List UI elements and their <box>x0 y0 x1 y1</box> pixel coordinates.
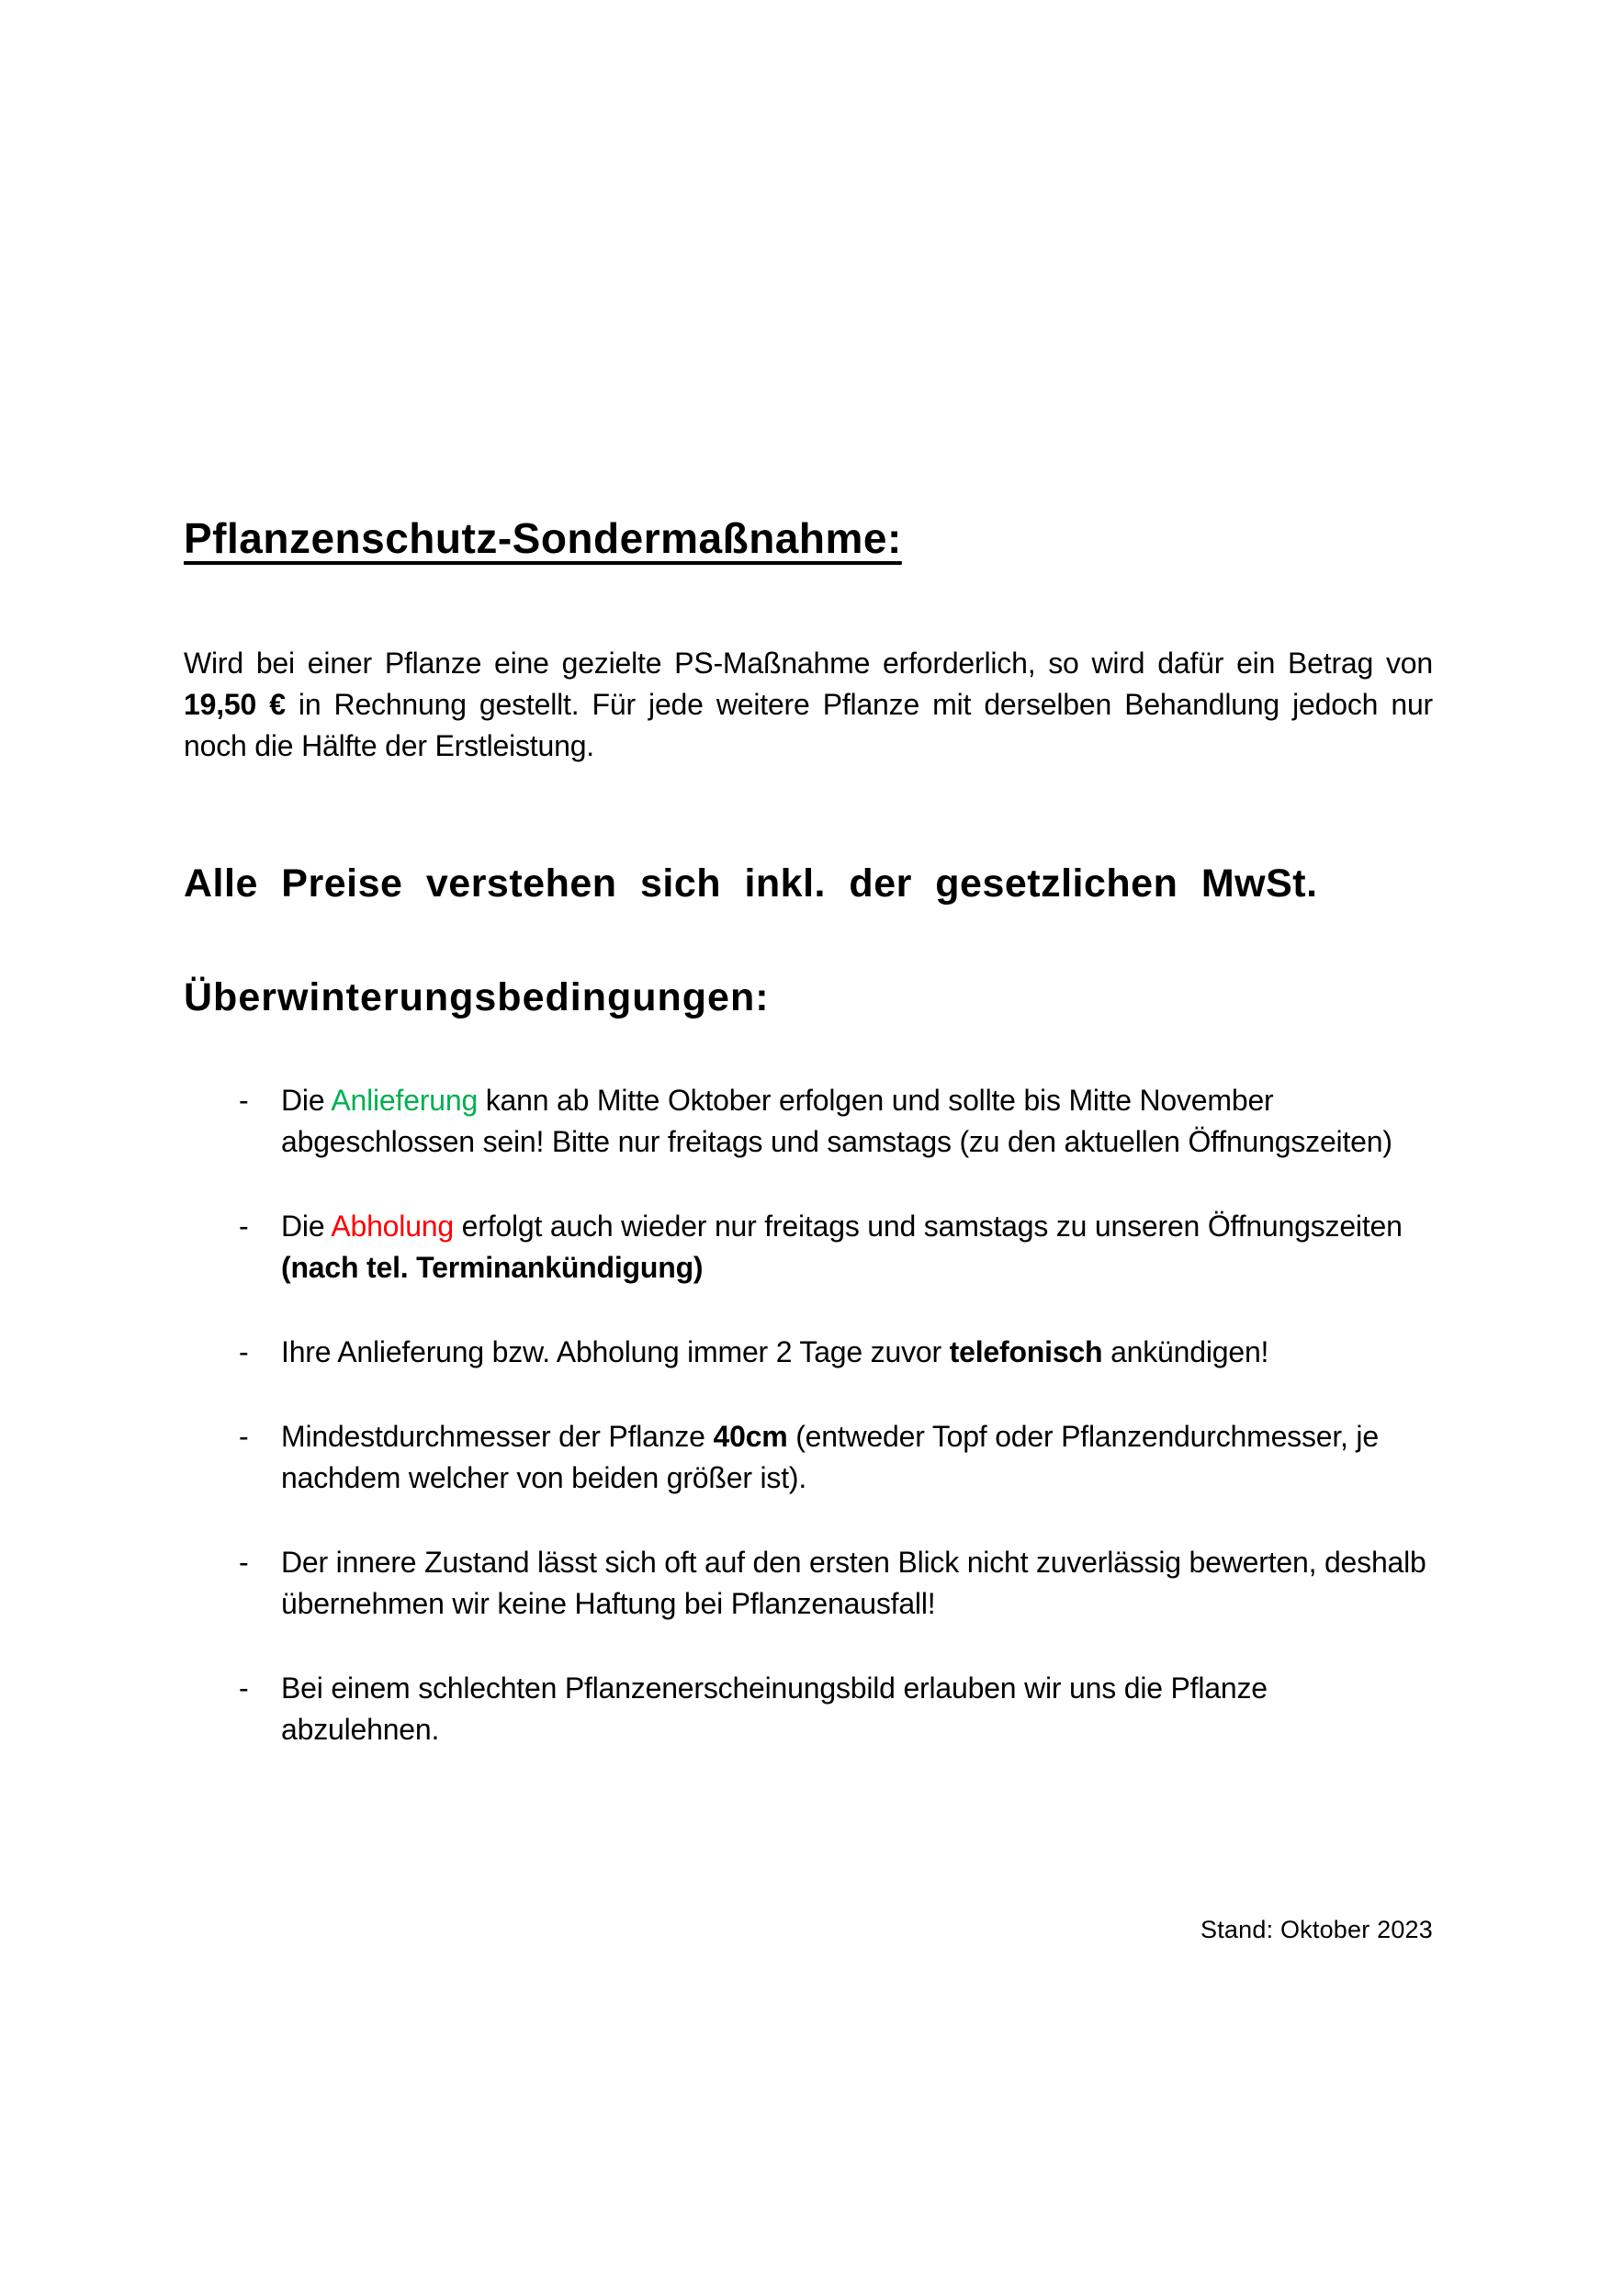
text-segment: Der innere Zustand lässt sich oft auf den ersten Blick nicht zuverlässig bewerten, deshalb übernehmen wir keine Haftung bei Pflanzenausfall! <box>281 1546 1426 1620</box>
text-segment: 40cm <box>713 1420 788 1453</box>
text-segment: 19,50 € <box>184 688 286 721</box>
bullet-marker: - <box>239 1420 249 1453</box>
bullet-marker: - <box>239 1084 249 1117</box>
text-segment: Die <box>281 1084 332 1117</box>
text-segment: telefonisch <box>949 1335 1103 1368</box>
text-segment: ankündigen! <box>1102 1335 1269 1368</box>
text-segment: kann ab Mitte Oktober erfolgen und sollte bis Mitte November abgeschlossen sein! Bitte nur freitags und samstags (zu den aktuellen Öffnungszeiten) <box>281 1084 1392 1158</box>
text-segment: Wird bei einer Pflanze eine gezielte PS-Maßnahme erforderlich, so wird dafür ein Betrag von <box>184 647 1433 680</box>
bullet-marker: - <box>239 1210 249 1243</box>
bullet-marker: - <box>239 1671 249 1705</box>
text-segment: Abholung <box>331 1210 454 1243</box>
conditions-list <box>184 1080 1433 1794</box>
conditions-heading: Überwinterungsbedingungen: <box>184 975 770 1019</box>
footer-date-note: Stand: Oktober 2023 <box>1200 1916 1433 1943</box>
text-segment: Anlieferung <box>331 1084 479 1117</box>
bullet-marker: - <box>239 1335 249 1368</box>
intro-paragraph <box>184 643 1433 767</box>
list-item <box>184 1332 1433 1373</box>
text-segment: Ihre Anlieferung bzw. Abholung immer 2 Tage zuvor <box>281 1335 950 1368</box>
list-item <box>184 1080 1433 1163</box>
list-item-text <box>281 1080 1433 1163</box>
list-item-text <box>281 1206 1433 1289</box>
list-item-text <box>281 1542 1433 1625</box>
list-item-text <box>281 1332 1433 1373</box>
text-segment: (entweder Topf oder Pflanzendurchmesser, je nachdem welcher von beiden größer ist). <box>281 1420 1379 1494</box>
list-item-text <box>281 1668 1433 1750</box>
text-segment: erfolgt auch wieder nur freitags und samstags zu unseren Öffnungszeiten <box>453 1210 1403 1243</box>
list-item <box>184 1206 1433 1289</box>
bullet-marker: - <box>239 1546 249 1579</box>
vat-note-heading: Alle Preise verstehen sich inkl. der gesetzlichen MwSt. <box>184 861 1318 906</box>
text-segment: Bei einem schlechten Pflanzenerscheinungsbild erlauben wir uns die Pflanze abzulehnen. <box>281 1671 1268 1746</box>
list-item <box>184 1542 1433 1625</box>
text-segment: Mindestdurchmesser der Pflanze <box>281 1420 714 1453</box>
text-segment: in Rechnung gestellt. Für jede weitere Pflanze mit derselben Behandlung jedoch nur noch die Hälfte der Erstleistung. <box>184 688 1433 762</box>
text-segment: (nach tel. Terminankündigung) <box>281 1251 704 1284</box>
text-segment: Die <box>281 1210 332 1243</box>
list-item <box>184 1668 1433 1750</box>
document-content <box>184 0 1433 2296</box>
page-title: Pflanzenschutz-Sondermaßnahme: <box>184 514 902 562</box>
list-item <box>184 1416 1433 1499</box>
list-item-text <box>281 1416 1433 1499</box>
